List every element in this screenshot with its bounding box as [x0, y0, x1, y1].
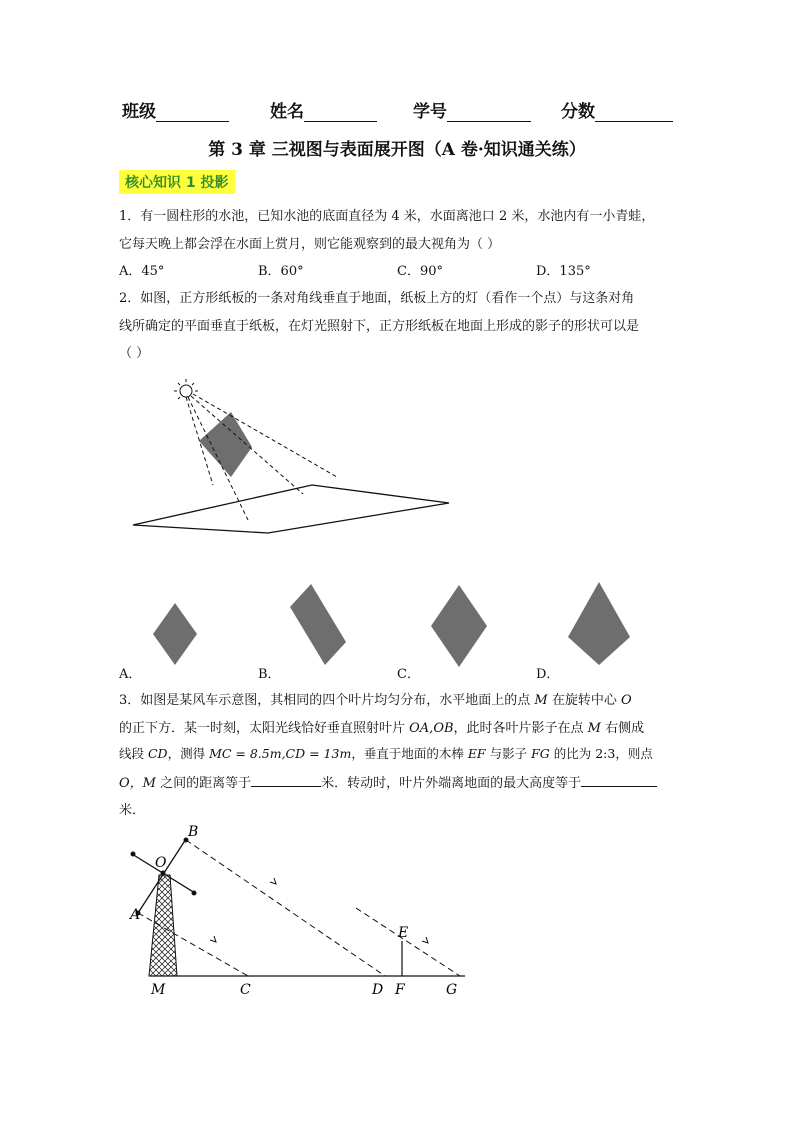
- q1-line-1: 1．有一圆柱形的水池，已知水池的底面直径为 4 米，水面离池口 2 米，水池内有一小青蛙，: [119, 209, 655, 224]
- page-title: 第 3 章 三视图与表面展开图（A 卷·知识通关练）: [208, 140, 586, 160]
- q3-answer-blank-2[interactable]: [581, 774, 657, 787]
- label-e: E: [398, 925, 409, 941]
- q2-option-c[interactable]: C．: [397, 667, 420, 682]
- rectangle-shape-b: [290, 584, 346, 665]
- section-heading: 核心知识 1 投影: [119, 170, 235, 194]
- label-a: A: [130, 907, 141, 923]
- label-f: F: [395, 982, 405, 998]
- header: [0, 97, 794, 123]
- label-d: D: [372, 982, 384, 998]
- class-blank[interactable]: [156, 103, 229, 122]
- q1-option-b[interactable]: B．60°: [258, 264, 304, 279]
- square-board: [199, 412, 252, 477]
- q2-line-2: 线所确定的平面垂直于纸板，在灯光照射下，正方形纸板在地面上形成的影子的形状可以是: [119, 319, 640, 334]
- kite-shape-d: [568, 582, 630, 665]
- score-blank[interactable]: [595, 103, 673, 122]
- q2-option-d[interactable]: D．: [536, 667, 560, 682]
- ray-arrows: [210, 878, 428, 943]
- q1-option-d[interactable]: D．135°: [536, 264, 591, 279]
- q3-line-1: 3．如图是某风车示意图，其相同的四个叶片均匀分布，水平地面上的点 M 在旋转中心 O: [119, 693, 632, 708]
- q2-option-b-shape[interactable]: [287, 582, 351, 668]
- q2-option-b[interactable]: B．: [258, 667, 281, 682]
- student-id-field: 学号: [413, 97, 531, 122]
- q2-option-c-shape[interactable]: [428, 583, 490, 669]
- q2-line-1: 2．如图，正方形纸板的一条对角线垂直于地面，纸板上方的灯（看作一个点）与这条对角: [119, 291, 635, 306]
- q2-figure: [125, 375, 460, 535]
- q3-line-2: 的正下方．某一时刻，太阳光线恰好垂直照射叶片 OA,OB，此时各叶片影子在点 M 右侧成: [119, 721, 645, 736]
- lamp-icon: [174, 379, 198, 399]
- q3-answer-blank-1[interactable]: [251, 774, 321, 787]
- label-g: G: [446, 982, 458, 998]
- q2-option-d-shape[interactable]: [565, 580, 633, 668]
- q3-line-5: 米．: [119, 803, 146, 818]
- score-field: 分数: [561, 97, 673, 122]
- label-o: O: [155, 855, 167, 871]
- class-field: 班级: [122, 97, 229, 122]
- q2-option-a[interactable]: A．: [119, 667, 142, 682]
- q2-option-a-shape[interactable]: [150, 600, 200, 670]
- q1-option-c[interactable]: C．90°: [397, 264, 443, 279]
- q3-line-4: O，M 之间的距离等于 米．转动时，叶片外端离地面的最大高度等于: [119, 772, 657, 791]
- label-b: B: [188, 824, 199, 840]
- q3-figure: [120, 820, 470, 1002]
- label-m: M: [151, 982, 166, 998]
- sun-rays: [138, 840, 460, 976]
- student-id-blank[interactable]: [447, 103, 531, 122]
- q1-option-a[interactable]: A．45°: [119, 264, 165, 279]
- label-c: C: [240, 982, 251, 998]
- q3-line-3: 线段 CD，测得 MC = 8.5m,CD = 13m，垂直于地面的木棒 EF 与影子 FG 的比为 2:3，则点: [119, 746, 653, 761]
- name-blank[interactable]: [304, 103, 377, 122]
- q2-line-3: （ ）: [119, 346, 150, 361]
- name-field: 姓名: [270, 97, 377, 122]
- light-rays: [186, 394, 337, 520]
- ground-plane: [133, 485, 449, 533]
- rhombus-shape-a: [153, 603, 197, 665]
- rhombus-shape-c: [431, 585, 487, 667]
- q1-line-2: 它每天晚上都会浮在水面上赏月，则它能观察到的最大视角为（ ）: [119, 237, 501, 252]
